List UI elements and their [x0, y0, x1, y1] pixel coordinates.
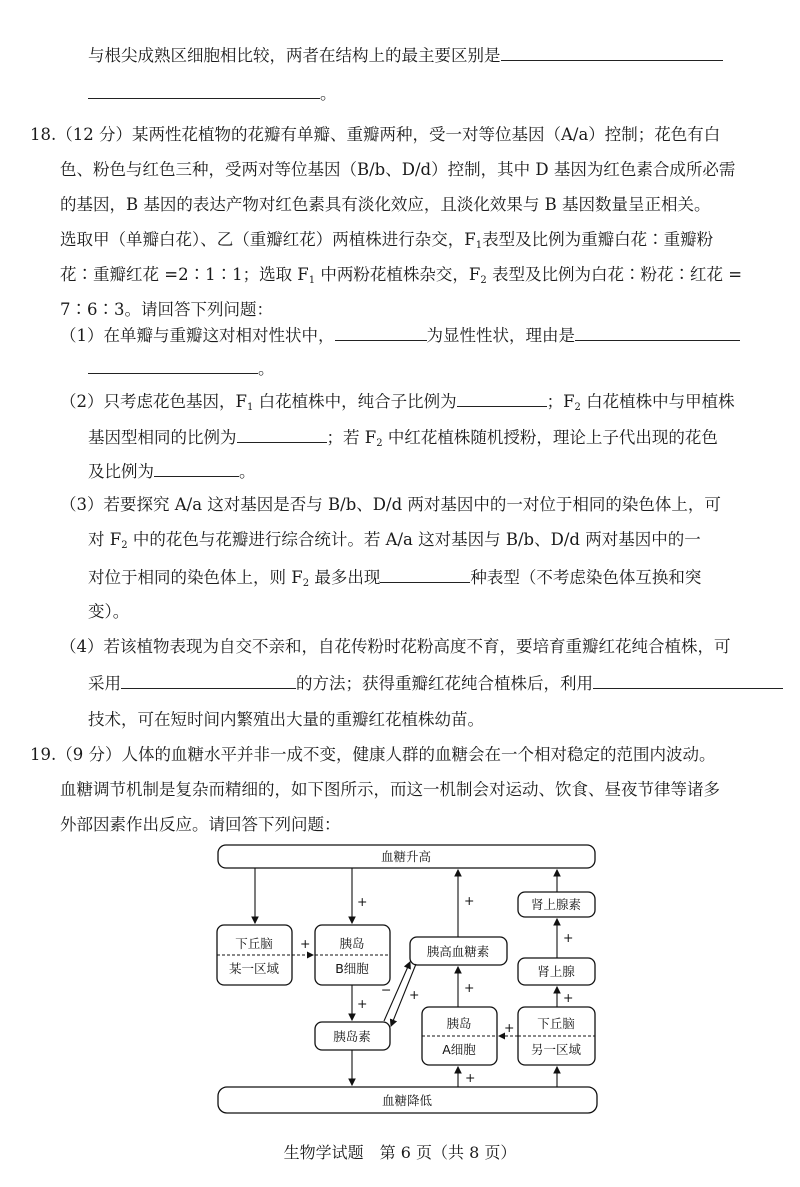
q18-part3: 变）。: [88, 602, 130, 621]
text: 对 F: [88, 530, 122, 549]
q18-stem: 色、粉色与红色三种，受两对等位基因（B/b、D/d）控制，其中 D 基因为红色素合成所必需: [60, 160, 736, 179]
q18-stem: 的基因，B 基因的表达产物对红色素具有淡化效应，且淡化效果与 B 基因数量呈正相关。: [60, 195, 711, 214]
subscript: 1: [475, 240, 483, 251]
plus-sign: +: [464, 893, 475, 908]
q19-stem: 19.（9 分）人体的血糖水平并非一成不变，健康人群的血糖会在一个相对稳定的范围内波动。: [30, 745, 716, 764]
label: B细胞: [335, 961, 369, 976]
plus-sign: +: [300, 936, 311, 951]
plus-sign: +: [563, 930, 574, 945]
text: 的方法；获得重瓣红花纯合植株后，利用: [296, 674, 593, 693]
text: 及比例为: [88, 462, 154, 481]
label: 胰岛: [446, 1016, 472, 1031]
subscript: 1: [308, 275, 316, 286]
plus-sign: +: [465, 1070, 476, 1085]
text: 为显性性状，理由是: [426, 326, 575, 345]
text: 采用: [88, 674, 121, 693]
label: 某一区域: [228, 961, 280, 976]
text: （1）在单瓣与重瓣这对相对性状中，: [60, 326, 335, 345]
text: 。: [320, 84, 337, 103]
label: 另一区域: [530, 1042, 582, 1057]
subscript: 2: [574, 402, 581, 413]
text: ；F: [546, 392, 575, 411]
text: 花∶重瓣红花 =2∶1∶1；选取 F: [60, 265, 309, 284]
label: 胰高血糖素: [426, 944, 490, 959]
plus-sign: +: [504, 1020, 515, 1035]
subscript: 2: [121, 540, 128, 551]
q19-stem: 外部因素作出反应。请回答下列问题：: [60, 815, 341, 834]
text: 表型及比例为白花∶粉花∶红花 =: [486, 265, 743, 284]
q18-part3: （3）若要探究 A/a 这对基因是否与 B/b、D/d 两对基因中的一对位于相同的染色体上，可: [60, 495, 721, 514]
page-footer: 生物学试题 第 6 页（共 8 页）: [283, 1143, 517, 1162]
label: 血糖降低: [381, 1093, 433, 1108]
q18-stem: 18.（12 分）某两性花植物的花瓣有单瓣、重瓣两种，受一对等位基因（A/a）控制；花色有白: [30, 125, 721, 144]
plus-sign: +: [357, 894, 368, 909]
text: （2）只考虑花色基因，F: [60, 392, 247, 411]
text: 表型及比例为重瓣白花∶重瓣粉: [482, 230, 714, 249]
label: 肾上腺: [537, 964, 575, 979]
text: 白花植株中，纯合子比例为: [253, 392, 457, 411]
text: 。: [239, 462, 256, 481]
label: 肾上腺素: [530, 897, 582, 912]
subscript: 2: [302, 578, 310, 589]
text: 基因型相同的比例为: [88, 428, 237, 447]
text: 对位于相同的染色体上，则 F: [88, 568, 303, 587]
label: A细胞: [442, 1042, 476, 1057]
plus-sign: +: [409, 987, 420, 1002]
text: 白花植株中与甲植株: [580, 392, 735, 411]
label: 胰岛素: [333, 1029, 371, 1044]
subscript: 2: [376, 438, 383, 449]
text: 中两粉花植株杂交，F: [315, 265, 481, 284]
label: 下丘脑: [235, 936, 273, 951]
text: 与根尖成熟区细胞相比较，两者在结构上的最主要区别是: [88, 46, 501, 65]
plus-sign: +: [357, 996, 368, 1011]
text: 中的花色与花瓣进行综合统计。若 A/a 这对基因与 B/b、D/d 两对基因中的一: [127, 530, 701, 549]
minus-sign: −: [381, 982, 392, 997]
subscript: 1: [246, 402, 254, 413]
q18-part4: （4）若该植物表现为自交不亲和，自花传粉时花粉高度不育，要培育重瓣红花纯合植株，可: [60, 637, 731, 656]
text: ；若 F: [326, 428, 377, 447]
q18-stem: 7∶6∶3。请回答下列问题：: [60, 300, 273, 319]
label: 胰岛: [339, 936, 365, 951]
q19-stem: 血糖调节机制是复杂而精细的，如下图所示，而这一机制会对运动、饮食、昼夜节律等诸多: [60, 780, 720, 799]
text: 。: [258, 359, 275, 378]
text: 中红花植株随机授粉，理论上子代出现的花色: [382, 428, 718, 447]
plus-sign: +: [563, 990, 574, 1005]
subscript: 2: [480, 275, 487, 286]
text: 选取甲（单瓣白花）、乙（重瓣红花）两植株进行杂交，F: [60, 230, 476, 249]
q18-part4: 技术，可在短时间内繁殖出大量的重瓣红花植株幼苗。: [88, 710, 484, 729]
plus-sign: +: [464, 980, 475, 995]
label: 下丘脑: [537, 1016, 575, 1031]
text: 最多出现: [309, 568, 381, 587]
text: 种表型（不考虑染色体互换和突: [470, 568, 702, 587]
label: 血糖升高: [380, 849, 432, 864]
